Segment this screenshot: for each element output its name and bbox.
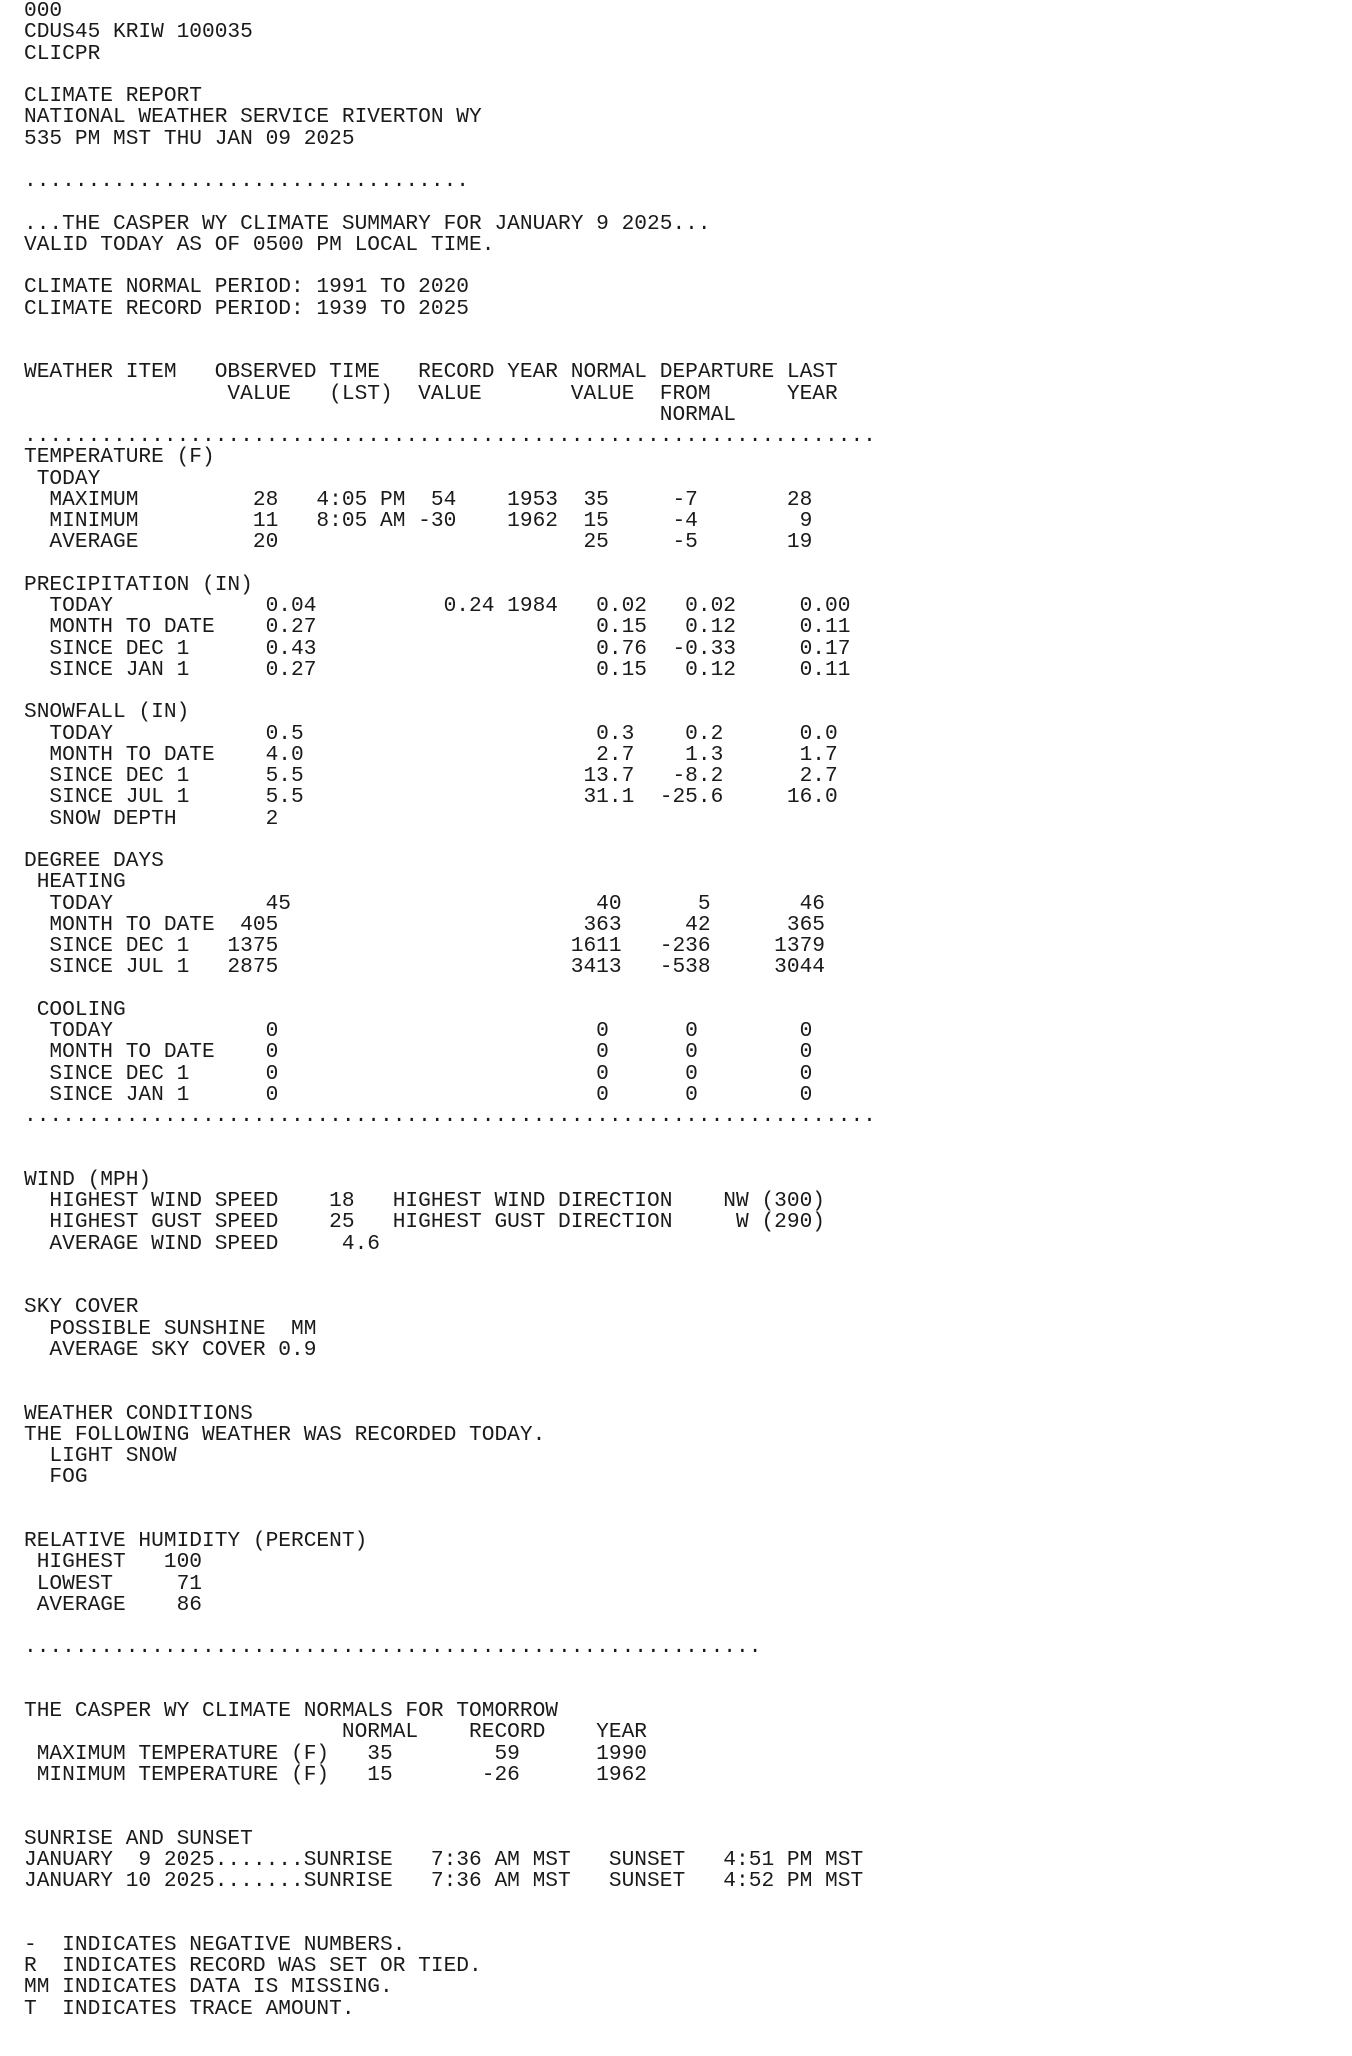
report-line: AVERAGE WIND SPEED 4.6 xyxy=(24,1231,381,1256)
report-line: MAXIMUM 28 4:05 PM 54 1953 35 -7 28 xyxy=(24,487,813,512)
report-line: VALID TODAY AS OF 0500 PM LOCAL TIME. xyxy=(24,232,495,257)
report-line xyxy=(24,320,876,341)
report-line: AVERAGE 86 xyxy=(24,1592,203,1617)
report-line xyxy=(24,1361,876,1382)
report-line: SNOW DEPTH 2 xyxy=(24,806,279,831)
report-line xyxy=(24,150,876,171)
report-line: TODAY 0.04 0.24 1984 0.02 0.02 0.00 xyxy=(24,594,851,618)
report-line: NORMAL RECORD YEAR xyxy=(24,1720,648,1745)
report-line: MM INDICATES DATA IS MISSING. xyxy=(24,1975,393,2000)
report-line: SINCE JAN 1 0.27 0.15 0.12 0.11 xyxy=(24,657,851,682)
report-line xyxy=(24,1510,876,1531)
report-line: SNOWFALL (IN) xyxy=(24,700,190,725)
report-line: TEMPERATURE (F) xyxy=(24,445,215,470)
report-line: JANUARY 10 2025.......SUNRISE 7:36 AM MST SUNSET 4:52 PM MST xyxy=(24,1869,864,1893)
report-line xyxy=(24,256,876,277)
report-line xyxy=(24,1255,876,1276)
report-line xyxy=(24,1786,876,1807)
report-line: AVERAGE SKY COVER 0.9 xyxy=(24,1337,317,1362)
report-line: ...THE CASPER WY CLIMATE SUMMARY FOR JANUARY 9 2025... xyxy=(24,211,711,236)
report-line: RELATIVE HUMIDITY (PERCENT) xyxy=(24,1529,368,1553)
report-line: HIGHEST 100 xyxy=(24,1550,203,1575)
report-line: COOLING xyxy=(24,997,126,1022)
report-line: THE CASPER WY CLIMATE NORMALS FOR TOMORROW xyxy=(24,1699,559,1723)
report-line xyxy=(24,1659,876,1680)
report-line: CLIMATE RECORD PERIOD: 1939 TO 2025 xyxy=(24,296,470,321)
report-line: AVERAGE 20 25 -5 19 xyxy=(24,530,813,555)
report-line: NORMAL xyxy=(24,402,737,427)
report-line: 535 PM MST THU JAN 09 2025 xyxy=(24,126,355,151)
report-line: PRECIPITATION (IN) xyxy=(24,572,253,597)
report-line: TODAY 0 0 0 0 xyxy=(24,1019,813,1043)
report-line: TODAY 45 40 5 46 xyxy=(24,891,826,916)
report-line xyxy=(24,979,876,1000)
report-line xyxy=(24,1680,876,1701)
report-line: FOG xyxy=(24,1465,88,1490)
report-line: T INDICATES TRACE AMOUNT. xyxy=(24,1996,355,2021)
report-line: LOWEST 71 xyxy=(24,1571,203,1596)
report-line: CLIMATE NORMAL PERIOD: 1991 TO 2020 xyxy=(24,275,470,300)
report-line xyxy=(24,192,876,213)
report-line: CDUS45 KRIW 100035 xyxy=(24,20,253,45)
report-line: WEATHER CONDITIONS xyxy=(24,1401,253,1426)
report-line xyxy=(24,1892,876,1913)
report-line xyxy=(24,1382,876,1403)
report-line: MAXIMUM TEMPERATURE (F) 35 59 1990 xyxy=(24,1741,648,1766)
report-line: SKY COVER xyxy=(24,1295,139,1320)
report-line: VALUE (LST) VALUE VALUE FROM YEAR xyxy=(24,381,838,406)
report-line: MONTH TO DATE 0.27 0.15 0.12 0.11 xyxy=(24,615,851,640)
report-line xyxy=(24,1489,876,1510)
report-line: MONTH TO DATE 405 363 42 365 xyxy=(24,912,826,937)
report-line: ................................................................... xyxy=(24,424,876,448)
report-line: HIGHEST GUST SPEED 25 HIGHEST GUST DIRECTION W (290) xyxy=(24,1210,826,1235)
report-line: MINIMUM TEMPERATURE (F) 15 -26 1962 xyxy=(24,1762,648,1787)
report-line: POSSIBLE SUNSHINE MM xyxy=(24,1316,317,1341)
report-line: WIND (MPH) xyxy=(24,1167,152,1192)
report-line: SINCE JUL 1 5.5 31.1 -25.6 16.0 xyxy=(24,785,838,810)
report-line xyxy=(24,1914,876,1935)
climate-report-text xyxy=(24,1,876,2020)
report-line: HEATING xyxy=(24,870,126,895)
report-line: HIGHEST WIND SPEED 18 HIGHEST WIND DIRECTION NW (300) xyxy=(24,1189,826,1213)
report-line xyxy=(24,1807,876,1828)
report-line: THE FOLLOWING WEATHER WAS RECORDED TODAY. xyxy=(24,1422,546,1447)
report-line xyxy=(24,341,876,362)
report-line: ................................................................... xyxy=(24,1104,876,1128)
report-line: TODAY xyxy=(24,466,101,491)
report-line: JANUARY 9 2025.......SUNRISE 7:36 AM MST SUNSET 4:51 PM MST xyxy=(24,1847,864,1872)
report-line xyxy=(24,1127,876,1148)
report-line: TODAY 0.5 0.3 0.2 0.0 xyxy=(24,721,838,746)
report-line xyxy=(24,1149,876,1170)
report-line: ................................... xyxy=(24,169,470,193)
report-line xyxy=(24,681,876,702)
report-line: SINCE DEC 1 1375 1611 -236 1379 xyxy=(24,934,826,958)
report-line xyxy=(24,554,876,575)
report-line xyxy=(24,830,876,851)
report-line: SINCE DEC 1 0.43 0.76 -0.33 0.17 xyxy=(24,636,851,661)
report-line: NATIONAL WEATHER SERVICE RIVERTON WY xyxy=(24,105,482,130)
report-line: SINCE JUL 1 2875 3413 -538 3044 xyxy=(24,955,826,980)
report-line: SUNRISE AND SUNSET xyxy=(24,1826,253,1851)
report-line: 000 xyxy=(24,0,63,23)
report-line: CLICPR xyxy=(24,41,101,66)
report-line xyxy=(24,65,876,86)
report-line: WEATHER ITEM OBSERVED TIME RECORD YEAR NORMAL DEPARTURE LAST xyxy=(24,360,838,385)
report-line: DEGREE DAYS xyxy=(24,849,164,873)
report-line: - INDICATES NEGATIVE NUMBERS. xyxy=(24,1932,406,1957)
report-line: SINCE DEC 1 0 0 0 0 xyxy=(24,1061,813,1086)
report-line: LIGHT SNOW xyxy=(24,1444,177,1468)
report-line: SINCE DEC 1 5.5 13.7 -8.2 2.7 xyxy=(24,764,838,788)
report-line xyxy=(24,1616,876,1637)
report-line: SINCE JAN 1 0 0 0 0 xyxy=(24,1082,813,1107)
report-line: CLIMATE REPORT xyxy=(24,84,203,108)
report-line: MONTH TO DATE 0 0 0 0 xyxy=(24,1040,813,1065)
report-line: MONTH TO DATE 4.0 2.7 1.3 1.7 xyxy=(24,742,838,767)
report-line xyxy=(24,1276,876,1297)
report-line: .......................................................... xyxy=(24,1635,762,1660)
report-line: R INDICATES RECORD WAS SET OR TIED. xyxy=(24,1954,482,1978)
report-line: MINIMUM 11 8:05 AM -30 1962 15 -4 9 xyxy=(24,509,813,533)
